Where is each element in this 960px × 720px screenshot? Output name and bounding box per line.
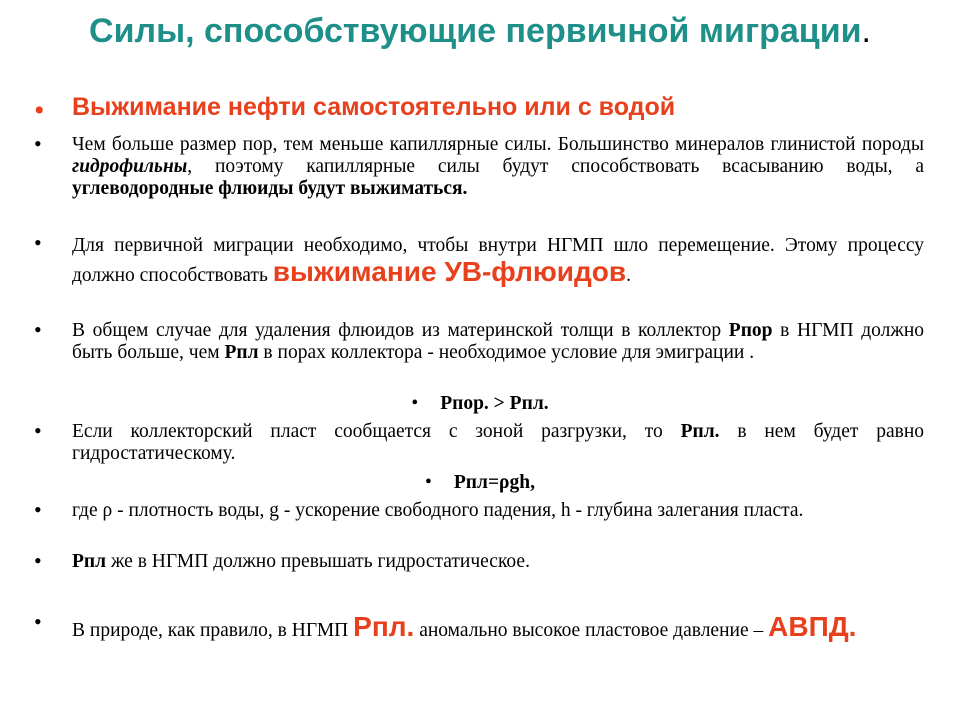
bullet-icon: • xyxy=(34,497,42,522)
item-text: в порах коллектора - необходимое условие для эмиграции . xyxy=(258,342,755,363)
bullet-icon: • xyxy=(34,317,42,342)
list-item-heading xyxy=(34,93,924,127)
formula-text: Рпор. > Рпл. xyxy=(440,393,549,414)
formula-line xyxy=(0,472,960,494)
item-text: . xyxy=(626,265,631,286)
item-text: в нем будет равно гидростатическому. xyxy=(72,421,925,464)
list-item xyxy=(34,609,924,646)
list-item xyxy=(34,131,924,200)
item-highlight: Рпл. xyxy=(353,611,415,642)
item-text: аномально высокое пластовое давление – xyxy=(414,620,769,641)
item-text: в НГМП должно быть больше, чем xyxy=(72,320,925,363)
item-strong: Рпл. xyxy=(680,421,720,442)
item-text: В природе, как правило, в НГМП xyxy=(72,620,354,641)
item-text: где ρ - плотность воды, g - ускорение свободного падения, h - глубина залегания пласта. xyxy=(72,500,804,521)
item-strong: Рпл xyxy=(224,342,259,363)
item-emphasis: гидрофильны xyxy=(72,156,188,177)
item-text: же в НГМП должно превышать гидростатическое. xyxy=(106,551,530,572)
list-item xyxy=(34,230,924,289)
item-highlight: АВПД. xyxy=(768,611,857,642)
item-strong: Рпор xyxy=(728,320,773,341)
list-item xyxy=(34,497,924,522)
bullet-icon: • xyxy=(425,472,432,493)
bullet-icon: • xyxy=(34,609,42,634)
bullet-icon: • xyxy=(34,131,42,156)
bullet-icon: • xyxy=(34,548,42,573)
slide-title xyxy=(0,12,960,51)
bullet-icon: • xyxy=(34,418,42,443)
item-text: В общем случае для удаления флюидов из материнской толщи в коллектор xyxy=(72,320,729,341)
item-text: Чем больше размер пор, тем меньше капиллярные силы. Большинство минералов глинистой породы xyxy=(72,134,924,155)
bullet-icon: • xyxy=(34,94,45,127)
item-strong: Рпл xyxy=(72,551,107,572)
bullet-icon: • xyxy=(411,393,419,414)
item-text: Для первичной миграции необходимо, чтобы внутри НГМП шло перемещение. Этому процессу должно способствовать xyxy=(72,235,924,286)
formula-text: Рпл=ρgh, xyxy=(453,472,535,493)
item-highlight: выжимание УВ-флюидов xyxy=(272,256,627,287)
title-dot: . xyxy=(861,12,871,50)
title-text: Силы, способствующие первичной миграции xyxy=(89,12,862,50)
bullet-icon: • xyxy=(34,230,42,255)
list-item xyxy=(34,418,925,465)
heading-text: Выжимание нефти самостоятельно или с водой xyxy=(72,93,676,121)
item-text: Если коллекторский пласт сообщается с зоной разгрузки, то xyxy=(72,421,681,442)
formula-line xyxy=(0,393,960,415)
list-item xyxy=(34,317,925,364)
item-text: , поэтому капиллярные силы будут способствовать всасыванию воды, а xyxy=(187,156,924,177)
item-strong: углеводородные флюиды будут выжиматься. xyxy=(72,178,468,199)
list-item xyxy=(34,548,924,573)
